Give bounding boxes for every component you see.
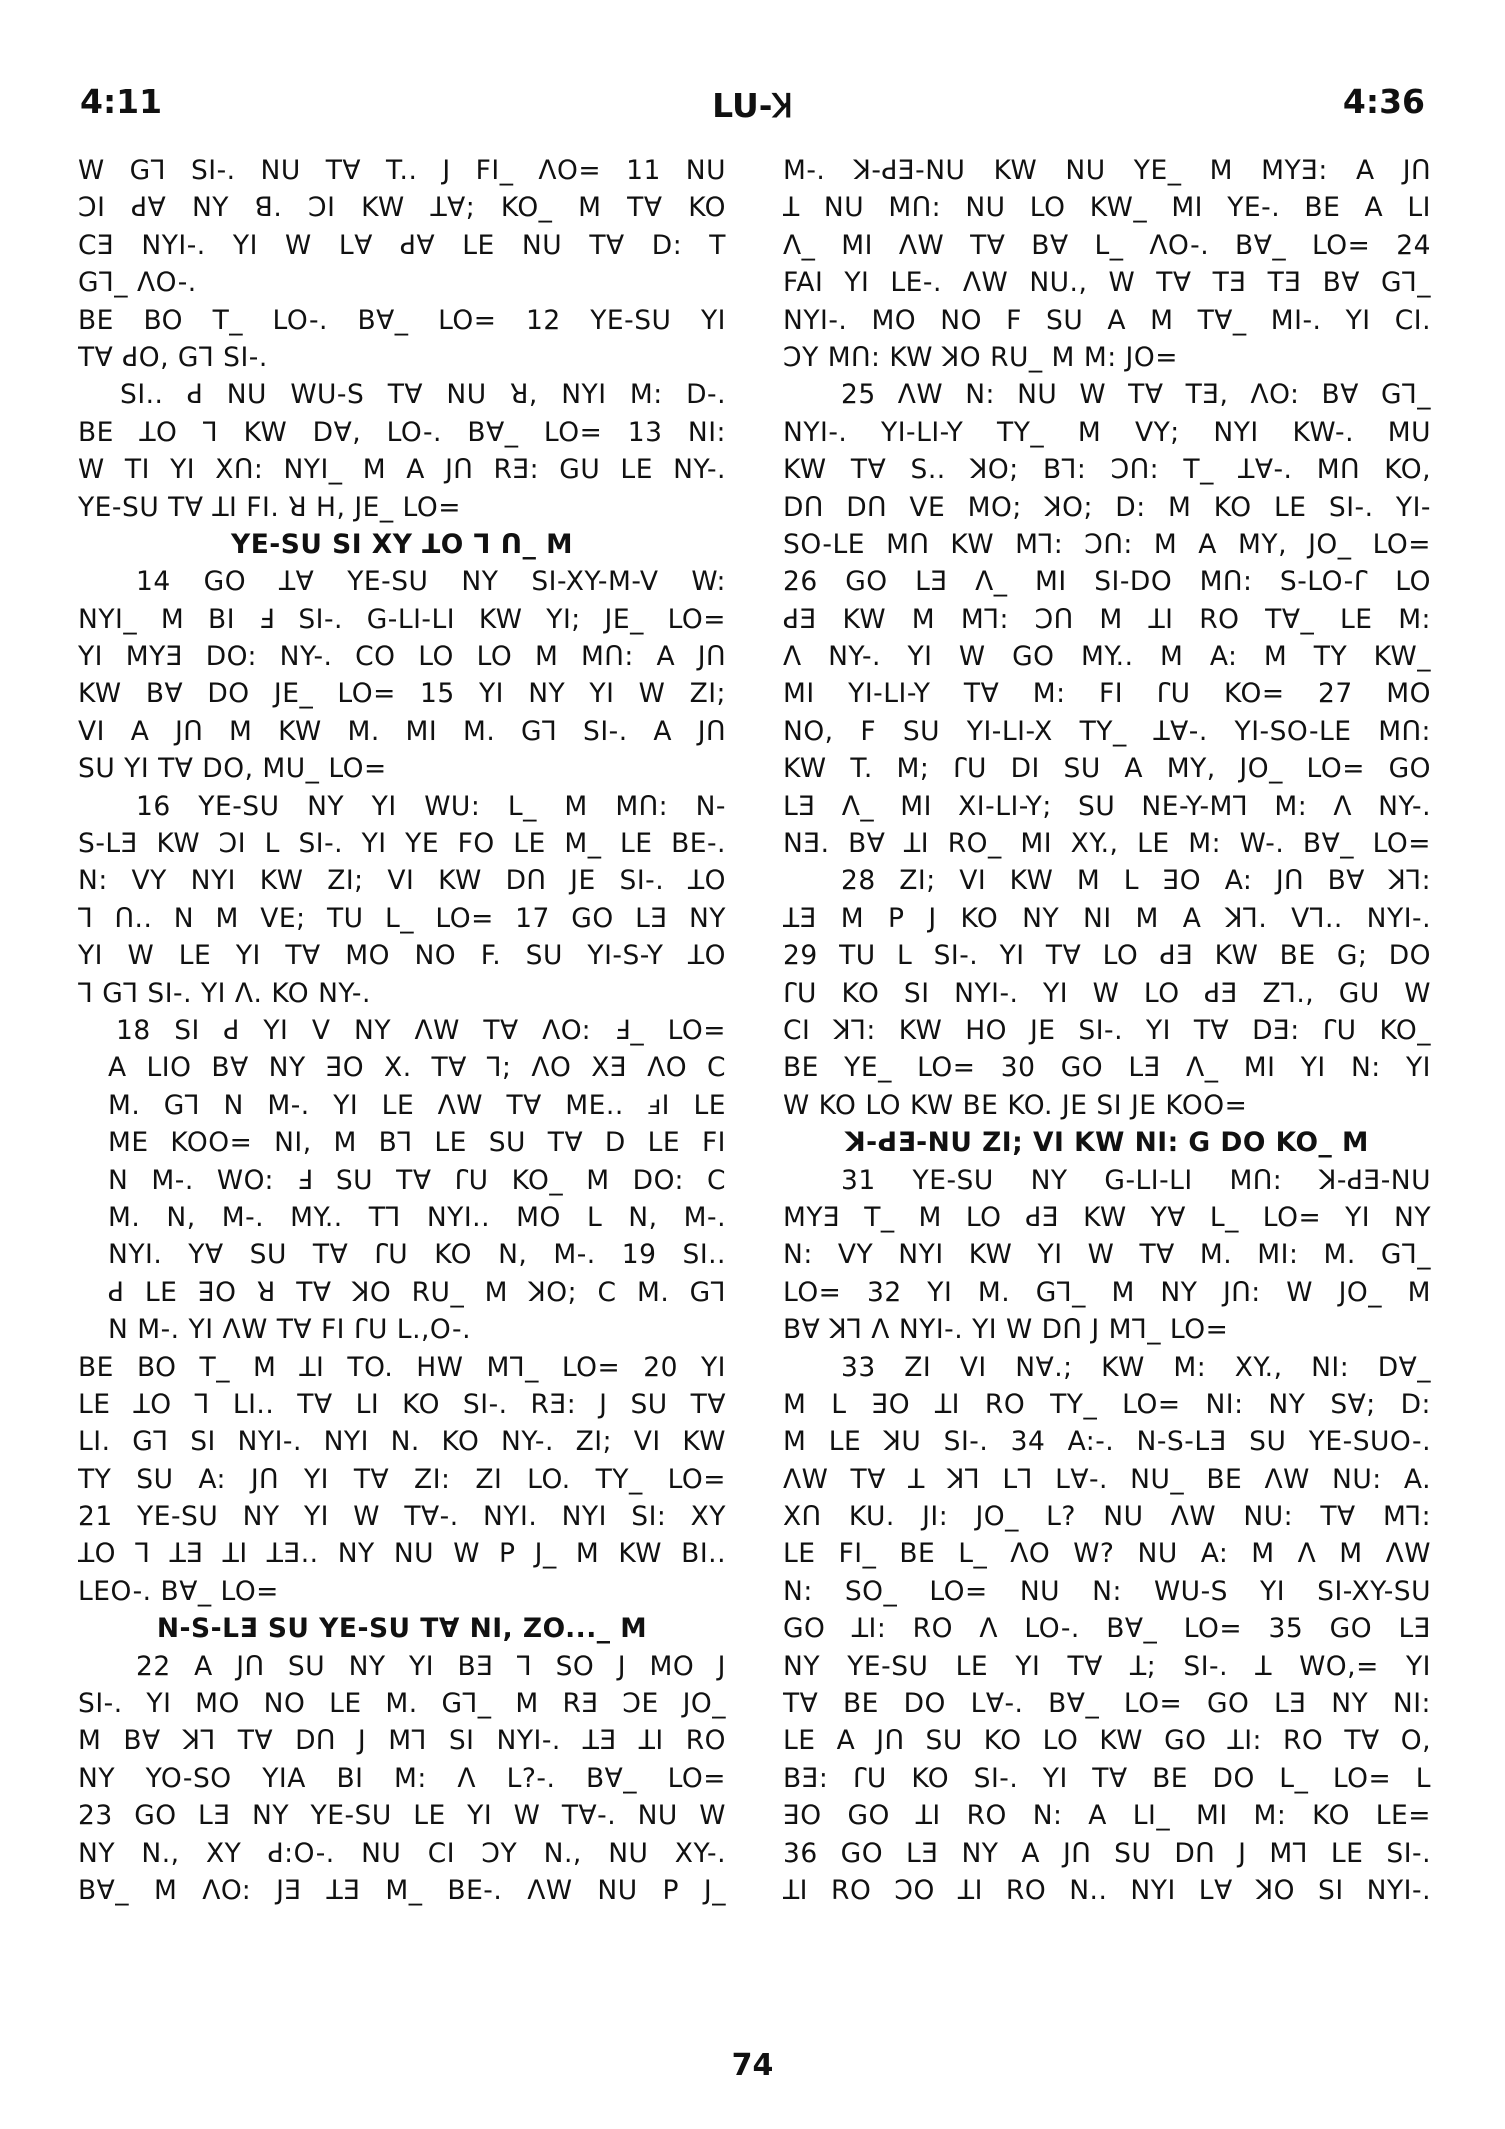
text-line: LE ꓕO Ꞁ LI.. Tꓯ LI KO SI-. RƎ: J SU Tꓯ (78, 1388, 726, 1420)
text-line: M. N, M-. MY.. TꞀ NYI.. MO L N, M-. (108, 1201, 726, 1233)
text-line: YI W LE YI Tꓯ MO NO F. SU YI-S-Y ꓕO (78, 940, 726, 972)
text-line: N M-. YI ꓥW Tꓯ FI ꓩU L.,O-. (108, 1314, 471, 1346)
text-line: LO= 32 YI M. GꞀ_ M NY Jꓵ: W JO_ M (783, 1276, 1431, 1308)
text-line: 31 YE-SU NY G-LI-LI Mꓵ: ꓘ-ꓒƎ-NU (841, 1164, 1431, 1196)
text-line: 29 TU L SI-. YI Tꓯ LO ꓒƎ KW BE G; DO (783, 940, 1431, 972)
text-line: Ꞁ GꞀ SI-. YI ꓥ. KO NY-. (78, 977, 371, 1009)
book-title: LU-Ʞ (712, 86, 793, 125)
text-line: ꓥW Tꓯ ꓕ ꓘꞀ LꞀ Lꓯ-. NU_ BE ꓥW NU: A. (783, 1463, 1431, 1495)
text-line: ꓕƎ M P J KO NY NI M A ꓘꞀ. VꞀ.. NYI-. (783, 902, 1431, 934)
text-line: M L ꓱO ꓕI RO TY_ LO= NI: NY Sꓯ; D: (783, 1388, 1431, 1420)
text-line: NY N., XY ꓒ:O-. NU CI ƆY N., NU XY-. (78, 1837, 726, 1869)
text-line: ꓒ LE ꓱO ꓤ Tꓯ ꓘO RU_ M ꓘO; C M. GꞀ (108, 1276, 726, 1308)
text-line: N: VY NYI KW ZI; VI KW Dꓵ JE SI-. ꓕO (78, 865, 726, 897)
text-line: N M-. WO: Ⅎ SU Tꓯ ꓩU KO_ M DO: C (108, 1164, 726, 1196)
text-line: M Bꓯ ꓘꞀ Tꓯ Dꓵ J MꞀ SI NYI-. ꓕƎ ꓕI RO (78, 1725, 726, 1757)
text-line: FAI YI LE-. ꓥW NU., W Tꓯ TƎ TƎ Bꓯ GꞀ_ (783, 267, 1431, 299)
text-line: Tꓯ ꓒO, GꞀ SI-. (78, 341, 268, 373)
text-line: M. GꞀ N M-. YI LE ꓥW Tꓯ ME.. ⅎI LE (108, 1089, 726, 1121)
text-line: Bꓯ_ M ꓥO: JƎ ꓕƎ M_ BE-. ꓥW NU P J_ (78, 1874, 726, 1906)
text-line: M LE ꓘU SI-. 34 A:-. N-S-LƎ SU YE-SUO-. (783, 1426, 1431, 1458)
text-line: NYI-. YI-LI-Y TY_ M VY; NYI KW-. MU (783, 416, 1431, 448)
text-line: ꓥ NY-. YI W GO MY.. M A: M TY KW_ (783, 641, 1431, 673)
text-line: GO ꓕI: RO ꓥ LO-. Bꓯ_ LO= 35 GO LƎ (783, 1613, 1431, 1645)
text-line: VI A Jꓵ M KW M. MI M. GꞀ SI-. A Jꓵ (78, 715, 726, 747)
text-line: ꓕ NU Mꓵ: NU LO KW_ MI YE-. BE A LI (783, 192, 1431, 224)
text-line: 22 A Jꓵ SU NY YI BƎ Ꞁ SO J MO J (136, 1650, 726, 1682)
text-line: Tꓯ BE DO Lꓯ-. Bꓯ_ LO= GO LƎ NY NI: (783, 1688, 1431, 1720)
text-line: 16 YE-SU NY YI WU: L_ M Mꓵ: N- (136, 790, 726, 822)
page-header (80, 82, 1425, 132)
text-line: 21 YE-SU NY YI W Tꓯ-. NYI. NYI SI: XY (78, 1501, 726, 1533)
text-line: NYI_ M BI Ⅎ SI-. G-LI-LI KW YI; JE_ LO= (78, 603, 726, 635)
text-line: ꓥ_ MI ꓥW Tꓯ Bꓯ L_ ꓥO-. Bꓯ_ LO= 24 (783, 229, 1431, 261)
chapter-verse-start: 4:11 (80, 82, 163, 121)
text-line: 28 ZI; VI KW M L ꓱO A: Jꓵ Bꓯ ꓘꞀ: (841, 865, 1431, 897)
text-line: W GꞀ SI-. NU Tꓯ T.. J FI_ ꓥO= 11 NU (78, 155, 726, 186)
section-heading: N-S-LƎ SU YE-SU Tꓯ NI, ZO..._ M (156, 1613, 648, 1645)
text-line: 26 GO LƎ ꓥ_ MI SI-DO Mꓵ: S-LO-ꓩ LO (783, 566, 1431, 598)
text-line: ꓕO Ꞁ ꓕƎ ꓕI ꓕƎ.. NY NU W P J_ M KW BI.. (78, 1538, 726, 1570)
text-line: TY SU A: Jꓵ YI Tꓯ ZI: ZI LO. TY_ LO= (78, 1463, 726, 1495)
text-line: SU YI Tꓯ DO, MU_ LO= (78, 753, 387, 785)
text-line: LI. GꞀ SI NYI-. NYI N. KO NY-. ZI; VI KW (78, 1426, 726, 1458)
text-line: KW T. M; ꓩU DI SU A MY, JO_ LO= GO (783, 753, 1431, 785)
section-heading: ꓘ-ꓒƎ-NU ZI; VI KW NI: G DO KO_ M (845, 1127, 1369, 1159)
text-line: LEO-. Bꓯ_ LO= (78, 1575, 279, 1607)
text-line: ƆY Mꓵ: KW ꓘO RU_ M M: JO= (783, 341, 1178, 373)
text-line: 33 ZI VI Nꓯ.; KW M: XY., NI: Dꓯ_ (841, 1351, 1431, 1383)
text-line: SO-LE Mꓵ KW MꞀ: Ɔꓵ: M A MY, JO_ LO= (783, 528, 1431, 560)
text-line: A LIO Bꓯ NY ꓱO X. Tꓯ Ꞁ; ꓥO XƎ ꓥO C (108, 1052, 726, 1084)
left-text-column (78, 152, 726, 1909)
text-line: Bꓯ ꓘꞀ ꓥ NYI-. YI W Dꓵ J MꞀ_ LO= (783, 1314, 1229, 1346)
text-line: GꞀ_ ꓥO-. (78, 267, 197, 299)
text-line: M-. ꓘ-ꓒƎ-NU KW NU YE_ M MYƎ: A Jꓵ (783, 155, 1431, 186)
text-line: ƆI ꓒꓯ NY ꓭ. ƆI KW ꓕꓯ; KO_ M Tꓯ KO (78, 192, 726, 224)
right-text-column (783, 152, 1431, 1909)
section-heading: YE-SU SI XY ꓕO Ꞁ ꓵ_ M (231, 528, 573, 560)
text-line: MYƎ T_ M LO ꓒƎ KW Yꓯ L_ LO= YI NY (783, 1201, 1431, 1233)
text-line: KW Bꓯ DO JE_ LO= 15 YI NY YI W ZI; (78, 678, 726, 710)
text-line: W KO LO KW BE KO. JE SI JE KOO= (783, 1089, 1248, 1121)
text-line: ME KOO= NI, M BꞀ LE SU Tꓯ D LE FI (108, 1127, 726, 1159)
text-line: LE A Jꓵ SU KO LO KW GO ꓕI: RO Tꓯ O, (783, 1725, 1431, 1757)
text-line: N: SO_ LO= NU N: WU-S YI SI-XY-SU (783, 1575, 1431, 1607)
text-line: BE ꓕO Ꞁ KW Dꓯ, LO-. Bꓯ_ LO= 13 NI: (78, 416, 726, 448)
text-line: CI ꓘꞀ: KW HO JE SI-. YI Tꓯ DƎ: ꓩU KO_ (783, 1014, 1431, 1046)
text-line: CƎ NYI-. YI W Lꓯ ꓒꓯ LE NU Tꓯ D: T (78, 229, 726, 261)
text-line: 23 GO LƎ NY YE-SU LE YI W Tꓯ-. NU W (78, 1800, 726, 1832)
text-line: SI-. YI MO NO LE M. GꞀ_ M RƎ ƆE JO_ (78, 1688, 726, 1720)
text-line: NƎ. Bꓯ ꓕI RO_ MI XY., LE M: W-. Bꓯ_ LO= (783, 828, 1431, 860)
text-line: N: VY NYI KW YI W Tꓯ M. MI: M. GꞀ_ (783, 1239, 1431, 1271)
text-line: KW Tꓯ S.. ꓘO; BꞀ: Ɔꓵ: T_ ꓕꓯ-. Mꓵ KO, (783, 454, 1431, 486)
text-line: BƎ: ꓩU KO SI-. YI Tꓯ BE DO L_ LO= L (783, 1762, 1431, 1794)
text-line: BE YE_ LO= 30 GO LƎ ꓥ_ MI YI N: YI (783, 1052, 1431, 1084)
text-line: Dꓵ Dꓵ VE MO; ꓘO; D: M KO LE SI-. YI- (783, 491, 1431, 523)
text-line: ꓱO GO ꓕI RO N: A LI_ MI M: KO LE= (783, 1800, 1431, 1832)
text-line: LƎ ꓥ_ MI XI-LI-Y; SU NE-Y-MꞀ M: ꓥ NY-. (783, 790, 1431, 822)
text-line: YE-SU Tꓯ ꓕI FI. ꓤ H, JE_ LO= (78, 491, 461, 523)
text-line: YI MYƎ DO: NY-. CO LO LO M Mꓵ: A Jꓵ (78, 641, 726, 673)
text-line: S-LƎ KW ƆI L SI-. YI YE FO LE M_ LE BE-. (78, 828, 726, 860)
page-number: 74 (731, 2048, 774, 2083)
text-line: Xꓵ KU. JI: JO_ L? NU ꓥW NU: Tꓯ MꞀ: (783, 1501, 1431, 1533)
text-line: Ꞁ ꓵ.. N M VE; TU L_ LO= 17 GO LƎ NY (78, 902, 726, 934)
text-line: 25 ꓥW N: NU W Tꓯ TƎ, ꓥO: Bꓯ GꞀ_ (841, 379, 1431, 411)
text-line: NO, F SU YI-LI-X TY_ ꓕꓯ-. YI-SO-LE Mꓵ: (783, 715, 1431, 747)
text-line: LE FI_ BE L_ ꓥO W? NU A: M ꓥ M ꓥW (783, 1538, 1431, 1570)
text-line: BE BO T_ M ꓕI TO. HW MꞀ_ LO= 20 YI (78, 1351, 726, 1383)
text-line: 18 SI ꓒ YI V NY ꓥW Tꓯ ꓥO: Ⅎ_ LO= (116, 1014, 726, 1046)
chapter-verse-end: 4:36 (1342, 82, 1425, 121)
text-line: W TI YI Xꓵ: NYI_ M A Jꓵ RƎ: GU LE NY-. (78, 454, 726, 486)
text-line: 14 GO ꓕꓯ YE-SU NY SI-XY-M-V W: (136, 566, 726, 598)
text-line: NYI-. MO NO F SU A M Tꓯ_ MI-. YI CI. (783, 304, 1431, 336)
text-line: MI YI-LI-Y Tꓯ M: FI ꓩU KO= 27 MO (783, 678, 1431, 710)
text-line: NY YO-SO YIA BI M: ꓥ L?-. Bꓯ_ LO= (78, 1762, 726, 1794)
text-line: ꓩU KO SI NYI-. YI W LO ꓒƎ ZꞀ., GU W (783, 977, 1431, 1009)
text-line: BE BO T_ LO-. Bꓯ_ LO= 12 YE-SU YI (78, 304, 726, 336)
text-line: SI.. ꓒ NU WU-S Tꓯ NU ꓤ, NYI M: D-. (120, 379, 726, 411)
text-line: NYI. Yꓯ SU Tꓯ ꓩU KO N, M-. 19 SI.. (108, 1239, 726, 1271)
text-line: 36 GO LƎ NY A Jꓵ SU Dꓵ J MꞀ LE SI-. (783, 1837, 1431, 1869)
text-line: ꓕI RO ƆO ꓕI RO N.. NYI Lꓯ ꓘO SI NYI-. (783, 1874, 1431, 1906)
text-line: ꓒƎ KW M MꞀ: Ɔꓵ M ꓕI RO Tꓯ_ LE M: (783, 603, 1431, 635)
text-line: NY YE-SU LE YI Tꓯ ꓕ; SI-. ꓕ WO,= YI (783, 1650, 1431, 1682)
